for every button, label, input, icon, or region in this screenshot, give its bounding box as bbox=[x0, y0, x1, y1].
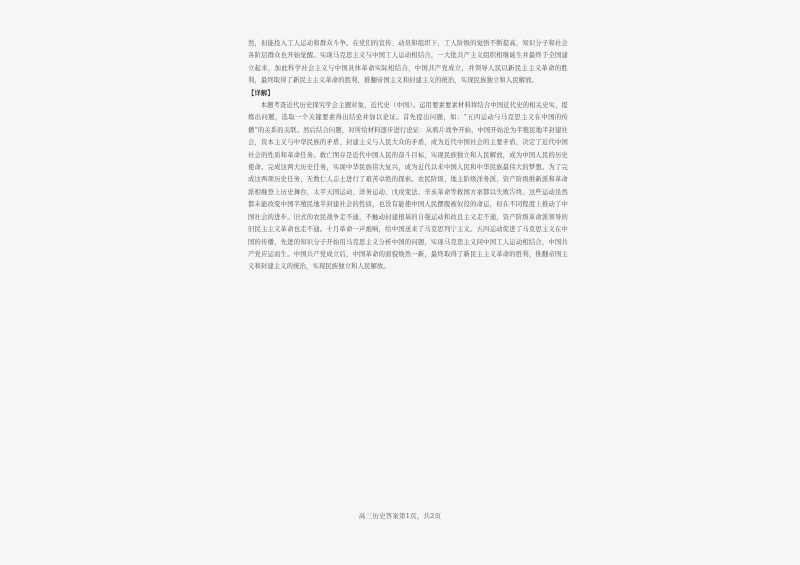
analysis-paragraph: 本题考查近代历史探究学会主题对象，近代史（中国）。运用要素要素材料将结合中国近代史的相关史实，提炼出问题，选取一个关键要素得出结论并加以论证。首先提出问题，如：“五四运动与马克思主义在中国的传播”的关系的关联。然后结合问题，对所给材料逐步进行论证：从鸦片战争开始，中国开始沦为半殖民地半封建社会，资本主义与中华民族的矛盾、封建主义与人民大众的矛盾，成为近代中国社会的主要矛盾，决定了近代中国社会的性质和革命任务。救亡图存是近代中国人民的奋斗目标，实现民族独立和人民解放，成为中国人民的历史使命。完成这两大历史任务，实现中华民族伟大复兴，成为近代以来中国人民和中华民族最伟大的梦想。为了完成这两项历史任务，无数仁人志士进行了艰苦卓绝的探索。农民阶级、地主阶级洋务派、资产阶级维新派和革命派相继登上历史舞台，太平天国运动、洋务运动、戊戌变法、辛亥革命等救国方案都以失败告终。这些运动虽然都未能改变中国半殖民地半封建社会的性质，也没有能使中国人民摆脱被奴役的命运，但在不同程度上推动了中国社会的进步。旧式的农民战争走不通，不触动封建根基的自强运动和改良主义走不通，资产阶级革命派领导的旧民主主义革命也走不通。十月革命一声炮响，给中国送来了马克思列宁主义。五四运动促进了马克思主义在中国的传播，先进的知识分子开始用马克思主义分析中国的问题，实现马克思主义同中国工人运动相结合，中国共产党应运而生。中国共产党成立后，中国革命的面貌焕然一新，最终取得了新民主主义革命的胜利，推翻帝国主义和封建主义的统治，实现民族独立和人民解放。 bbox=[248, 102, 568, 271]
answer-text-block bbox=[248, 38, 568, 274]
page-footer: 高三历史答案第1页，共2页 bbox=[358, 512, 442, 520]
continuation-paragraph: 然，但能投入工人运动和群众斗争。在党们的宣传、动员和组织下，工人阶级的觉悟不断提高，知识分子和社会各阶层群众也开始觉醒。实现马克思主义与中国工人运动相结合，一大批共产主义组织相继诞生并最终于全国建立起来，加此科学社会主义与中国具体革命实际相结合，中国共产党成立，并领导人民以新民主主义革命的胜利，最终取得了新民主主义革命的胜利，推翻帝国主义和封建主义的统治，实现民族独立和人民解放。 bbox=[248, 40, 568, 85]
section-tag-analysis: 【详解】 bbox=[248, 89, 274, 97]
